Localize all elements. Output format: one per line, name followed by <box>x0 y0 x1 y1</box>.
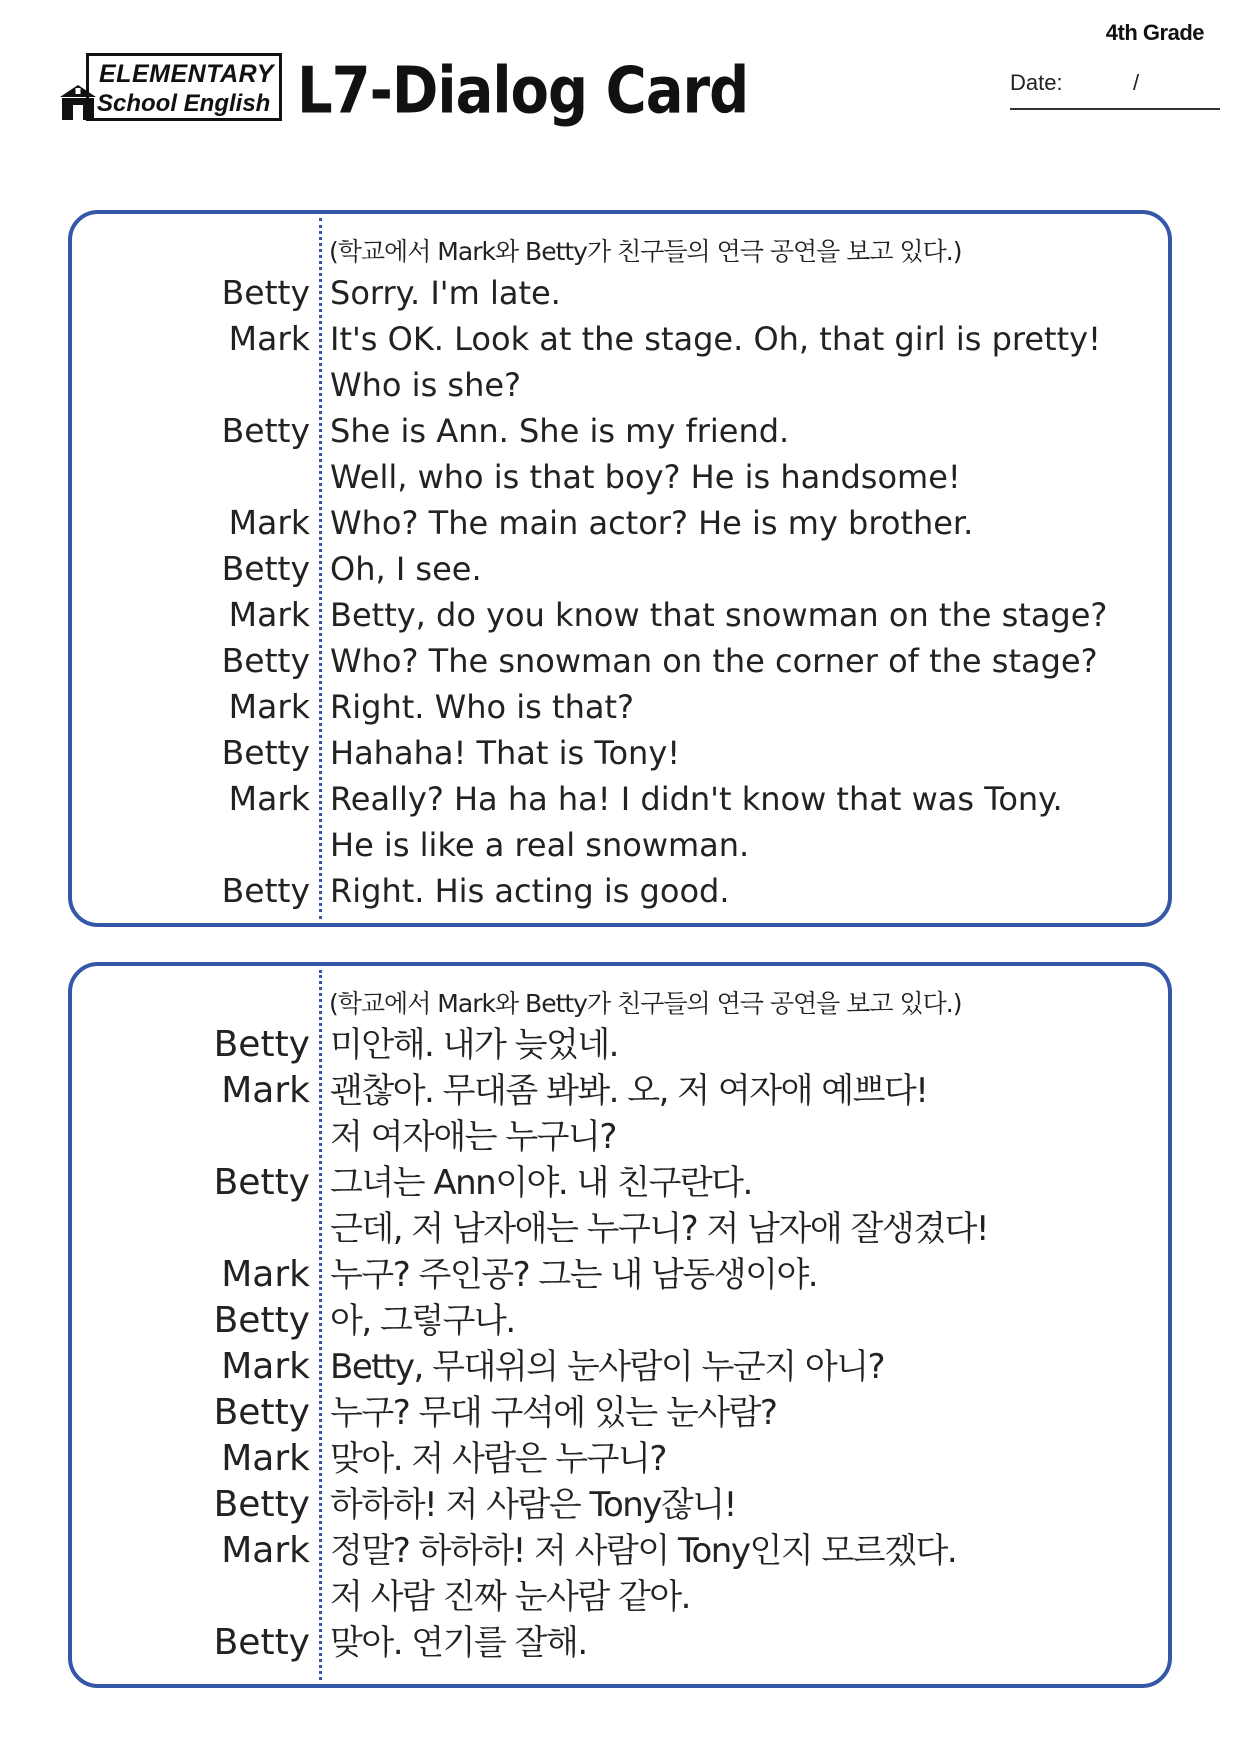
dialog-text: It's OK. Look at the stage. Oh, that girl is pretty! <box>330 320 1101 358</box>
speaker-name: Betty <box>213 1484 310 1525</box>
english-dialog-card <box>68 210 1172 927</box>
dialog-line <box>72 316 1168 362</box>
dialog-text: Who? The main actor? He is my brother. <box>330 504 974 542</box>
dialog-line <box>72 730 1168 776</box>
dialog-line <box>72 822 1168 868</box>
dialog-text: She is Ann. She is my friend. <box>330 412 790 450</box>
dialog-line <box>72 1390 1168 1436</box>
dialog-text: 맞아. 저 사람은 누구니? <box>330 1439 666 1479</box>
speaker-name: Betty <box>213 1392 310 1433</box>
logo <box>58 53 290 127</box>
speaker-name: Betty <box>221 549 310 588</box>
speaker-name: Betty <box>221 733 310 772</box>
dialog-line <box>72 1344 1168 1390</box>
logo-box <box>86 53 282 121</box>
dialog-text: Betty, do you know that snowman on the stage? <box>330 596 1108 634</box>
dialog-text: 괜찮아. 무대좀 봐봐. 오, 저 여자애 예쁘다! <box>330 1071 928 1111</box>
dialog-line <box>72 1620 1168 1666</box>
speaker-name: Mark <box>221 1070 310 1111</box>
dialog-text: 하하하! 저 사람은 Tony잖니! <box>330 1485 736 1525</box>
dialog-text: Well, who is that boy? He is handsome! <box>330 458 961 496</box>
dialog-text: 맞아. 연기를 잘해. <box>330 1623 587 1663</box>
dialog-line <box>72 684 1168 730</box>
speaker-name: Mark <box>228 779 310 818</box>
dialog-line <box>72 500 1168 546</box>
dialog-line <box>72 454 1168 500</box>
school-building-icon <box>58 83 98 123</box>
speaker-name: Betty <box>213 1622 310 1663</box>
dialog-line <box>72 546 1168 592</box>
dialog-line <box>72 776 1168 822</box>
dialog-line <box>72 1068 1168 1114</box>
speaker-name: Mark <box>221 1438 310 1479</box>
dialog-text: 누구? 주인공? 그는 내 남동생이야. <box>330 1255 818 1295</box>
dialog-text: 저 사람 진짜 눈사람 같아. <box>330 1577 690 1617</box>
dialog-text: 저 여자애는 누구니? <box>330 1117 616 1157</box>
speaker-name: Betty <box>221 871 310 910</box>
speaker-name: Mark <box>228 319 310 358</box>
speaker-name: Betty <box>221 273 310 312</box>
speaker-name: Mark <box>228 595 310 634</box>
dialog-text: Betty, 무대위의 눈사람이 누군지 아니? <box>330 1347 885 1387</box>
speaker-name: Betty <box>221 411 310 450</box>
dialog-text: 근데, 저 남자애는 누구니? 저 남자애 잘생겼다! <box>330 1209 989 1249</box>
dialog-line <box>72 1436 1168 1482</box>
dialog-text: 그녀는 Ann이야. 내 친구란다. <box>330 1163 752 1203</box>
grade-label: 4th Grade <box>1105 20 1204 45</box>
dialog-line <box>72 592 1168 638</box>
korean-dialog-card <box>68 962 1172 1688</box>
date-separator: / <box>1133 70 1140 95</box>
dialog-line <box>72 408 1168 454</box>
dialog-lines <box>72 270 1168 914</box>
scene-description: (학교에서 Mark와 Betty가 친구들의 연극 공연을 보고 있다.) <box>329 989 962 1018</box>
dialog-line <box>72 1206 1168 1252</box>
page-title: L7-Dialog Card <box>297 54 749 129</box>
dialog-line <box>72 270 1168 316</box>
dialog-line <box>72 1482 1168 1528</box>
dialog-line <box>72 1160 1168 1206</box>
scene-description: (학교에서 Mark와 Betty가 친구들의 연극 공연을 보고 있다.) <box>329 237 962 266</box>
dialog-lines <box>72 1022 1168 1666</box>
dialog-text: Sorry. I'm late. <box>330 274 561 312</box>
dialog-text: Right. His acting is good. <box>330 872 730 910</box>
logo-line2: School English <box>97 90 271 117</box>
speaker-name: Mark <box>228 503 310 542</box>
speaker-name: Betty <box>213 1024 310 1065</box>
dialog-text: 미안해. 내가 늦었네. <box>330 1025 618 1065</box>
date-field[interactable] <box>1010 70 1220 110</box>
dialog-line <box>72 1114 1168 1160</box>
speaker-name: Mark <box>228 687 310 726</box>
dialog-line <box>72 362 1168 408</box>
dialog-line <box>72 1252 1168 1298</box>
logo-line1: ELEMENTARY <box>99 60 274 88</box>
dialog-text: Right. Who is that? <box>330 688 634 726</box>
dialog-text: 누구? 무대 구석에 있는 눈사람? <box>330 1393 777 1433</box>
speaker-name: Mark <box>221 1254 310 1295</box>
dialog-line <box>72 1298 1168 1344</box>
speaker-name: Betty <box>221 641 310 680</box>
dialog-text: Who? The snowman on the corner of the stage? <box>330 642 1098 680</box>
dialog-text: Really? Ha ha ha! I didn't know that was Tony. <box>330 780 1063 818</box>
speaker-name: Mark <box>221 1346 310 1387</box>
dialog-text: Who is she? <box>330 366 522 404</box>
dialog-text: Oh, I see. <box>330 550 482 588</box>
dialog-line <box>72 1528 1168 1574</box>
date-label: Date: <box>1010 70 1063 95</box>
speaker-name: Betty <box>213 1300 310 1341</box>
dialog-line <box>72 1574 1168 1620</box>
dialog-text: Hahaha! That is Tony! <box>330 734 681 772</box>
dialog-line <box>72 638 1168 684</box>
dialog-line <box>72 868 1168 914</box>
speaker-name: Mark <box>221 1530 310 1571</box>
speaker-name: Betty <box>213 1162 310 1203</box>
dialog-text: 정말? 하하하! 저 사람이 Tony인지 모르겠다. <box>330 1531 957 1571</box>
dialog-line <box>72 1022 1168 1068</box>
dialog-text: 아, 그렇구나. <box>330 1301 515 1341</box>
dialog-text: He is like a real snowman. <box>330 826 750 864</box>
